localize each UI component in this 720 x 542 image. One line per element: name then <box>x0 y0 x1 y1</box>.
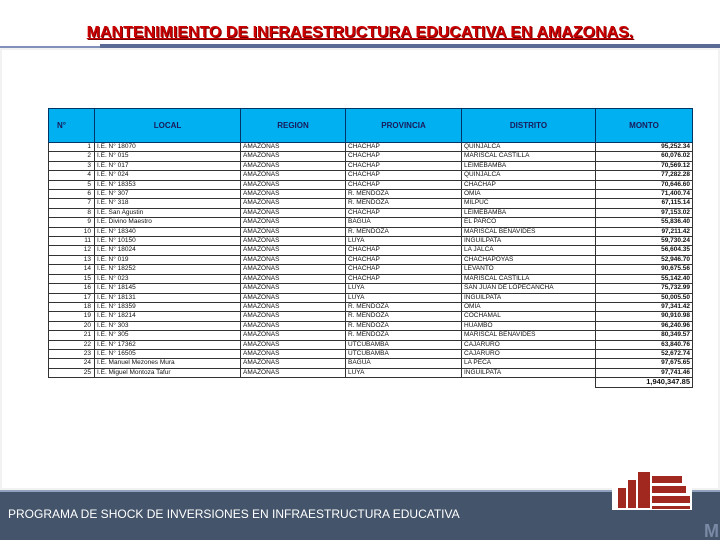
cell-number: 3 <box>49 161 95 170</box>
cell-local: I.E. N° 303 <box>95 321 241 330</box>
cell-provincia: CHACHAP <box>346 143 462 152</box>
cell-monto: 67,115.14 <box>596 199 693 208</box>
cell-local: I.E. N° 015 <box>95 152 241 161</box>
cell-region: AMAZONAS <box>241 180 346 189</box>
cell-region: AMAZONAS <box>241 237 346 246</box>
cell-provincia: R. MENDOZA <box>346 312 462 321</box>
slide-title: MANTENIMIENTO DE INFRAESTRUCTURA EDUCATIVA EN AMAZONAS. <box>86 24 634 41</box>
cell-local: I.E. N° 18145 <box>95 284 241 293</box>
cell-provincia: R. MENDOZA <box>346 199 462 208</box>
cell-monto: 56,604.35 <box>596 246 693 255</box>
table-row <box>49 161 693 170</box>
table-row <box>49 349 693 358</box>
cell-provincia: LUYA <box>346 368 462 377</box>
table-row <box>49 265 693 274</box>
cell-monto: 97,341.42 <box>596 302 693 311</box>
cell-distrito: CAJARURO <box>462 349 596 358</box>
cell-distrito: INGUILPATA <box>462 237 596 246</box>
cell-monto: 80,349.57 <box>596 331 693 340</box>
cell-provincia: R. MENDOZA <box>346 321 462 330</box>
cell-local: I.E. Manuel Mezones Mura <box>95 359 241 368</box>
column-header-number: N° <box>49 109 95 143</box>
cell-region: AMAZONAS <box>241 255 346 264</box>
cell-region: AMAZONAS <box>241 171 346 180</box>
cell-region: AMAZONAS <box>241 340 346 349</box>
cell-monto: 75,732.99 <box>596 284 693 293</box>
cell-distrito: QUINJALCA <box>462 171 596 180</box>
cell-number: 10 <box>49 227 95 236</box>
cell-number: 14 <box>49 265 95 274</box>
cell-monto: 90,910.98 <box>596 312 693 321</box>
cell-monto: 52,672.74 <box>596 349 693 358</box>
cell-monto: 96,240.96 <box>596 321 693 330</box>
cell-provincia: CHACHAP <box>346 161 462 170</box>
cell-number: 20 <box>49 321 95 330</box>
cell-number: 6 <box>49 190 95 199</box>
cell-monto: 55,836.40 <box>596 218 693 227</box>
table-row <box>49 321 693 330</box>
cell-region: AMAZONAS <box>241 161 346 170</box>
cell-region: AMAZONAS <box>241 321 346 330</box>
cell-local: I.E. N° 307 <box>95 190 241 199</box>
cell-provincia: UTCUBAMBA <box>346 349 462 358</box>
cell-local: I.E. N° 18359 <box>95 302 241 311</box>
column-header-monto: MONTO <box>596 109 693 143</box>
table-row <box>49 218 693 227</box>
cell-provincia: CHACHAP <box>346 171 462 180</box>
total-spacer <box>95 378 241 387</box>
cell-provincia: CHACHAP <box>346 152 462 161</box>
cell-distrito: MARISCAL CASTILLA <box>462 152 596 161</box>
cell-provincia: CHACHAP <box>346 255 462 264</box>
cell-distrito: QUINJALCA <box>462 143 596 152</box>
cell-region: AMAZONAS <box>241 359 346 368</box>
cell-number: 12 <box>49 246 95 255</box>
cell-distrito: COCHAMAL <box>462 312 596 321</box>
cell-monto: 59,730.24 <box>596 237 693 246</box>
cell-distrito: OMIA <box>462 190 596 199</box>
cell-region: AMAZONAS <box>241 274 346 283</box>
cell-distrito: MARISCAL BENAVIDES <box>462 331 596 340</box>
cell-region: AMAZONAS <box>241 368 346 377</box>
cell-distrito: LEIMEBAMBA <box>462 161 596 170</box>
cell-provincia: R. MENDOZA <box>346 190 462 199</box>
cell-local: I.E. N° 18340 <box>95 227 241 236</box>
cell-monto: 97,153.02 <box>596 208 693 217</box>
cell-provincia: LUYA <box>346 284 462 293</box>
cell-distrito: CAJARURO <box>462 340 596 349</box>
column-header-distrito: DISTRITO <box>462 109 596 143</box>
cell-monto: 90,675.56 <box>596 265 693 274</box>
cell-provincia: CHACHAP <box>346 246 462 255</box>
cell-distrito: HUAMBO <box>462 321 596 330</box>
cell-region: AMAZONAS <box>241 331 346 340</box>
cell-number: 2 <box>49 152 95 161</box>
cell-monto: 71,400.74 <box>596 190 693 199</box>
cell-local: I.E. N° 10150 <box>95 237 241 246</box>
cell-local: I.E. N° 318 <box>95 199 241 208</box>
cell-region: AMAZONAS <box>241 143 346 152</box>
cell-region: AMAZONAS <box>241 312 346 321</box>
cell-monto: 97,211.42 <box>596 227 693 236</box>
cell-provincia: CHACHAP <box>346 180 462 189</box>
cell-region: AMAZONAS <box>241 349 346 358</box>
cell-local: I.E. Miguel Montoza Tafur <box>95 368 241 377</box>
cell-number: 23 <box>49 349 95 358</box>
cell-region: AMAZONAS <box>241 227 346 236</box>
cell-provincia: R. MENDOZA <box>346 331 462 340</box>
cell-local: I.E. N° 18214 <box>95 312 241 321</box>
cell-number: 18 <box>49 302 95 311</box>
cell-monto: 60,076.02 <box>596 152 693 161</box>
cell-provincia: CHACHAP <box>346 274 462 283</box>
cell-local: I.E. N° 17362 <box>95 340 241 349</box>
total-row <box>49 378 693 387</box>
table-row <box>49 293 693 302</box>
cell-region: AMAZONAS <box>241 152 346 161</box>
table-row <box>49 152 693 161</box>
program-logo-icon <box>612 466 692 510</box>
column-header-provincia: PROVINCIA <box>346 109 462 143</box>
table-row <box>49 255 693 264</box>
cell-monto: 77,282.28 <box>596 171 693 180</box>
cell-local: I.E. N° 023 <box>95 274 241 283</box>
cell-number: 7 <box>49 199 95 208</box>
cell-local: I.E. N° 18353 <box>95 180 241 189</box>
cell-region: AMAZONAS <box>241 218 346 227</box>
cell-local: I.E. San Agustin <box>95 208 241 217</box>
column-header-local: LOCAL <box>95 109 241 143</box>
cell-number: 8 <box>49 208 95 217</box>
cell-distrito: CHACHAP <box>462 180 596 189</box>
cell-local: I.E. N° 024 <box>95 171 241 180</box>
cell-monto: 97,741.46 <box>596 368 693 377</box>
cell-provincia: BAGUA <box>346 359 462 368</box>
cell-number: 22 <box>49 340 95 349</box>
cell-number: 19 <box>49 312 95 321</box>
cell-distrito: CHACHAPOYAS <box>462 255 596 264</box>
cell-distrito: EL PARCO <box>462 218 596 227</box>
cell-region: AMAZONAS <box>241 293 346 302</box>
table-row <box>49 171 693 180</box>
investment-table-wrap <box>48 108 692 388</box>
cell-region: AMAZONAS <box>241 302 346 311</box>
cell-number: 9 <box>49 218 95 227</box>
table-row <box>49 340 693 349</box>
cell-monto: 52,946.70 <box>596 255 693 264</box>
cell-local: I.E. N° 18070 <box>95 143 241 152</box>
table-header-row <box>49 109 693 143</box>
cell-region: AMAZONAS <box>241 284 346 293</box>
table-row <box>49 246 693 255</box>
cell-distrito: LEVANTO <box>462 265 596 274</box>
table-row <box>49 284 693 293</box>
cell-number: 24 <box>49 359 95 368</box>
cell-local: I.E. N° 16505 <box>95 349 241 358</box>
cell-provincia: BAGUA <box>346 218 462 227</box>
table-row <box>49 331 693 340</box>
cell-distrito: MARISCAL CASTILLA <box>462 274 596 283</box>
table-row <box>49 359 693 368</box>
cell-number: 4 <box>49 171 95 180</box>
cell-distrito: MARISCAL BENAVIDES <box>462 227 596 236</box>
table-row <box>49 368 693 377</box>
column-header-region: REGION <box>241 109 346 143</box>
cell-monto: 50,005.50 <box>596 293 693 302</box>
cell-monto: 63,840.76 <box>596 340 693 349</box>
total-amount: 1,940,347.85 <box>596 378 693 387</box>
total-spacer <box>241 378 346 387</box>
cell-number: 1 <box>49 143 95 152</box>
cell-number: 17 <box>49 293 95 302</box>
cell-number: 21 <box>49 331 95 340</box>
cell-region: AMAZONAS <box>241 208 346 217</box>
cell-local: I.E. N° 18252 <box>95 265 241 274</box>
cell-region: AMAZONAS <box>241 246 346 255</box>
table-row <box>49 190 693 199</box>
total-spacer <box>462 378 596 387</box>
cell-local: I.E. N° 18131 <box>95 293 241 302</box>
cell-monto: 97,675.65 <box>596 359 693 368</box>
cell-provincia: CHACHAP <box>346 208 462 217</box>
cell-monto: 95,252.34 <box>596 143 693 152</box>
cell-distrito: INGUILPATA <box>462 293 596 302</box>
cell-monto: 70,646.60 <box>596 180 693 189</box>
cell-monto: 55,142.40 <box>596 274 693 283</box>
cell-distrito: SAN JUAN DE LOPECANCHA <box>462 284 596 293</box>
table-row <box>49 302 693 311</box>
cell-provincia: CHACHAP <box>346 265 462 274</box>
total-spacer <box>49 378 95 387</box>
cell-local: I.E. Divino Maestro <box>95 218 241 227</box>
cell-provincia: R. MENDOZA <box>346 227 462 236</box>
cell-provincia: LUYA <box>346 293 462 302</box>
cell-monto: 70,569.12 <box>596 161 693 170</box>
table-row <box>49 199 693 208</box>
cell-distrito: LEIMEBAMBA <box>462 208 596 217</box>
cell-distrito: LA JALCA <box>462 246 596 255</box>
cell-region: AMAZONAS <box>241 190 346 199</box>
cell-region: AMAZONAS <box>241 199 346 208</box>
table-row <box>49 312 693 321</box>
cell-number: 25 <box>49 368 95 377</box>
table-row <box>49 180 693 189</box>
cell-local: I.E. N° 305 <box>95 331 241 340</box>
cell-provincia: LUYA <box>346 237 462 246</box>
table-row <box>49 208 693 217</box>
cell-provincia: R. MENDOZA <box>346 302 462 311</box>
footer-program-text: PROGRAMA DE SHOCK DE INVERSIONES EN INFRAESTRUCTURA EDUCATIVA <box>8 507 460 521</box>
cell-number: 15 <box>49 274 95 283</box>
table-row <box>49 237 693 246</box>
cell-provincia: UTCUBAMBA <box>346 340 462 349</box>
cell-number: 11 <box>49 237 95 246</box>
cell-distrito: LA PECA <box>462 359 596 368</box>
table-row <box>49 227 693 236</box>
cell-region: AMAZONAS <box>241 265 346 274</box>
cell-number: 16 <box>49 284 95 293</box>
investment-table <box>48 108 693 388</box>
table-row <box>49 274 693 283</box>
cell-local: I.E. N° 017 <box>95 161 241 170</box>
cell-number: 13 <box>49 255 95 264</box>
cell-distrito: MILPUC <box>462 199 596 208</box>
corner-letter: M <box>704 521 719 541</box>
cell-local: I.E. N° 18024 <box>95 246 241 255</box>
total-spacer <box>346 378 462 387</box>
table-row <box>49 143 693 152</box>
cell-distrito: INGUILPATA <box>462 368 596 377</box>
cell-local: I.E. N° 019 <box>95 255 241 264</box>
cell-distrito: OMIA <box>462 302 596 311</box>
title-bar <box>0 0 720 48</box>
cell-number: 5 <box>49 180 95 189</box>
